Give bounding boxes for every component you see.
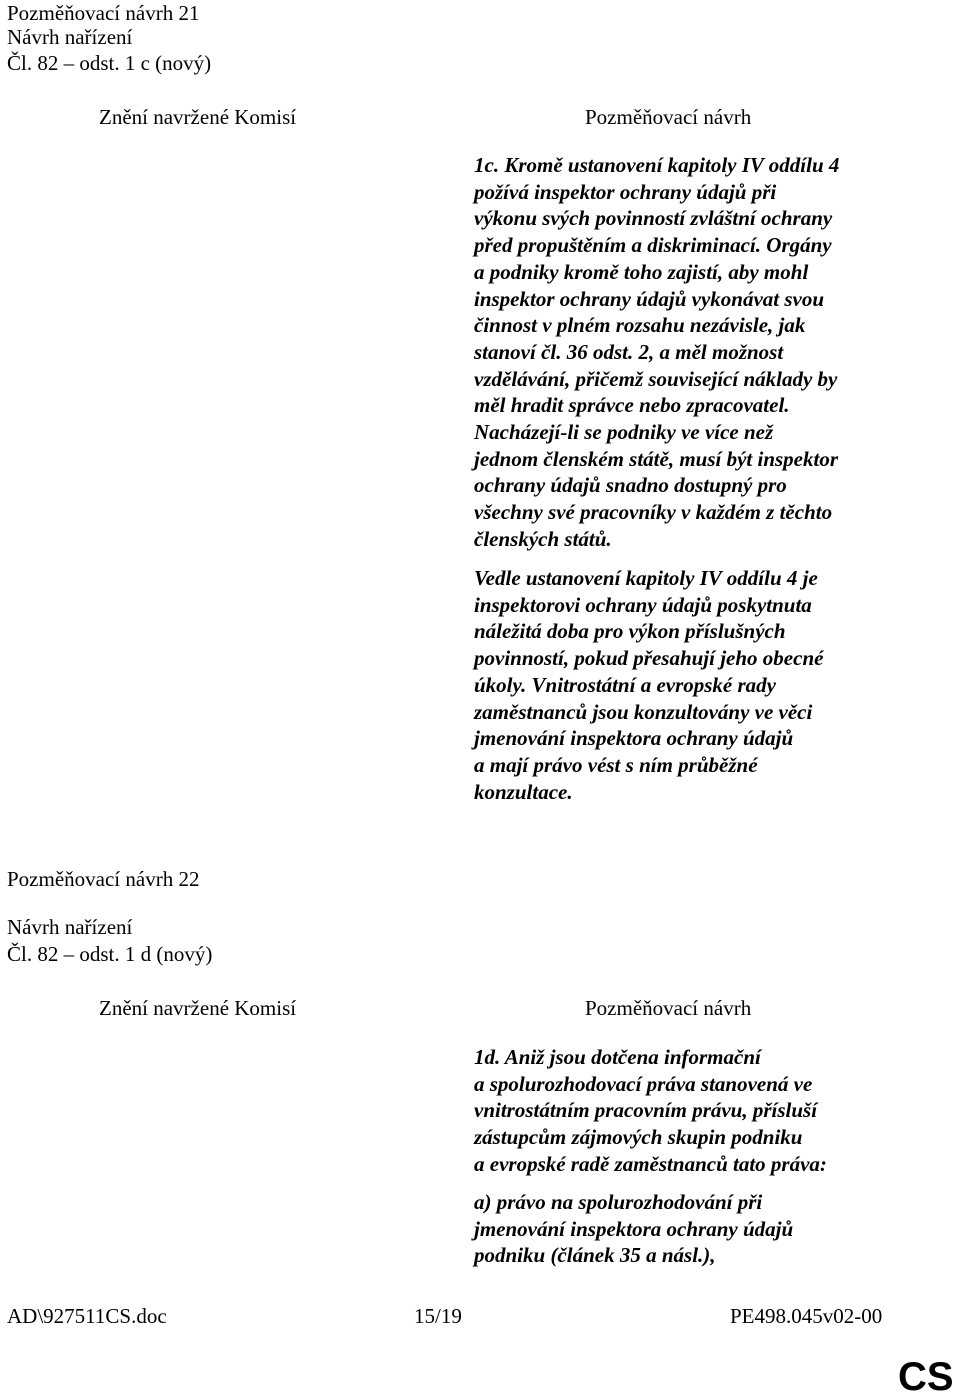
text-line: konzultace. xyxy=(474,779,573,804)
amendment-22 xyxy=(7,866,907,1286)
text-line: činnost v plném rozsahu nezávisle, jak xyxy=(474,313,806,338)
column-header-commission: Znění navržené Komisí xyxy=(99,105,297,129)
text-line: výkonu svých povinností zvláštní ochrany xyxy=(474,206,833,231)
article-ref: Čl. 82 – odst. 1 c (nový) xyxy=(7,51,212,75)
text-line: povinností, pokud přesahují jeho obecné xyxy=(474,646,824,671)
text-line: požívá inspektor ochrany údajů při xyxy=(474,179,777,204)
amendment-paragraph xyxy=(474,152,894,553)
text-line: a) právo na spolurozhodování při xyxy=(474,1190,763,1214)
text-line: 1c. Kromě ustanovení kapitoly IV oddílu 4 xyxy=(474,153,840,177)
text-line: ochrany údajů snadno dostupný pro xyxy=(474,473,787,498)
proposal-label: Návrh nařízení xyxy=(7,25,133,49)
text-line: členských států. xyxy=(474,526,612,551)
amendment-paragraph xyxy=(474,1189,894,1269)
amendment-title: Pozměňovací návrh 21 xyxy=(7,1,200,25)
article-ref: Čl. 82 – odst. 1 d (nový) xyxy=(7,942,213,966)
text-line: zástupcům zájmových skupin podniku xyxy=(474,1125,803,1150)
column-header-amendment: Pozměňovací návrh xyxy=(585,105,752,129)
text-line: vnitrostátním pracovním právu, přísluší xyxy=(474,1098,818,1123)
text-line: a spolurozhodovací práva stanovená ve xyxy=(474,1071,813,1096)
amendment-title: Pozměňovací návrh 22 xyxy=(7,867,200,891)
text-line: a mají právo vést s ním průběžné xyxy=(474,752,758,777)
text-line: podniku (článek 35 a násl.), xyxy=(474,1243,716,1268)
text-line: všechny své pracovníky v každém z těchto xyxy=(474,500,833,525)
text-line: vzdělávání, přičemž související náklady by xyxy=(474,366,838,391)
text-line: před propuštěním a diskriminací. Orgány xyxy=(474,233,832,258)
text-line: a evropské radě zaměstnanců tato práva: xyxy=(474,1151,827,1176)
text-line: a podniky kromě toho zajistí, aby mohl xyxy=(474,259,809,284)
amendment-paragraph xyxy=(474,1044,894,1178)
column-header-commission: Znění navržené Komisí xyxy=(99,996,297,1020)
text-line: jmenování inspektora ochrany údajů xyxy=(474,1216,794,1241)
amendment-21 xyxy=(7,0,907,820)
text-line: jednom členském státě, musí být inspektor xyxy=(474,446,839,471)
proposal-label: Návrh nařízení xyxy=(7,915,133,939)
text-line: zaměstnanců jsou konzultovány ve věci xyxy=(474,699,813,724)
text-line: náležitá doba pro výkon příslušných xyxy=(474,619,786,644)
amendment-paragraph xyxy=(474,565,894,805)
text-line: Nacházejí-li se podniky ve více než xyxy=(474,420,774,445)
text-line: Vedle ustanovení kapitoly IV oddílu 4 je xyxy=(474,566,818,590)
column-header-amendment: Pozměňovací návrh xyxy=(585,996,752,1020)
footer-pe-ref: PE498.045v02-00 xyxy=(730,1304,883,1328)
text-line: inspektorovi ochrany údajů poskytnuta xyxy=(474,592,812,617)
text-line: inspektor ochrany údajů vykonávat svou xyxy=(474,286,825,311)
footer-doc-ref: AD\927511CS.doc xyxy=(7,1304,167,1328)
text-line: 1d. Aniž jsou dotčena informační xyxy=(474,1045,761,1069)
footer-page-number: 15/19 xyxy=(414,1304,462,1328)
text-line: stanoví čl. 36 odst. 2, a měl možnost xyxy=(474,339,784,364)
text-line: úkoly. Vnitrostátní a evropské rady xyxy=(474,672,776,697)
text-line: jmenování inspektora ochrany údajů xyxy=(474,726,794,751)
language-code: CS xyxy=(898,1355,954,1399)
text-line: měl hradit správce nebo zpracovatel. xyxy=(474,393,790,418)
